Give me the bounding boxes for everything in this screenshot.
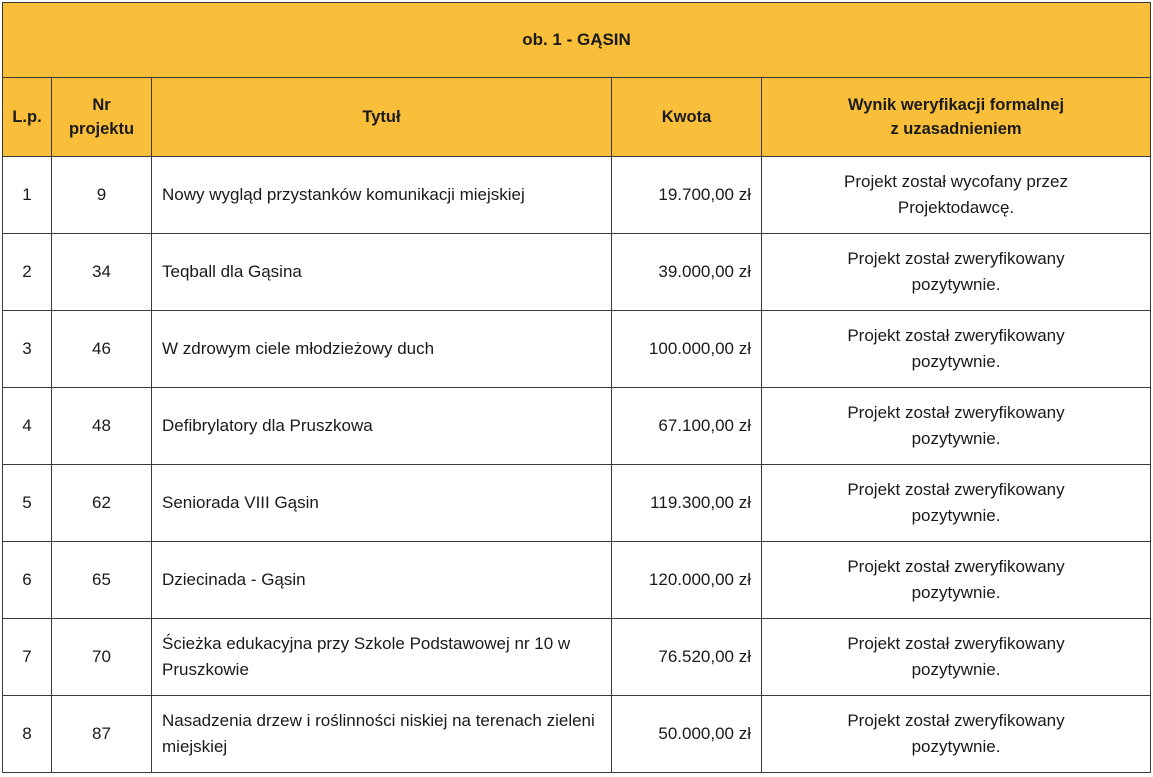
cell-nr: 9 [52,157,152,234]
cell-result [762,465,1151,542]
cell-lp: 5 [3,465,52,542]
table-row [3,465,1151,542]
table-row [3,311,1151,388]
table-row [3,388,1151,465]
cell-title: W zdrowym ciele młodzieżowy duch [152,311,612,388]
header-nr-line2: projektu [68,120,135,138]
header-nr [52,78,152,157]
cell-amount: 76.520,00 zł [612,619,762,696]
cell-title: Ścieżka edukacyjna przy Szkole Podstawowej nr 10 w Pruszkowie [152,619,612,696]
header-result-line1: Wynik weryfikacji formalnej [847,96,1065,114]
result-line2: pozytywnie. [911,660,1001,679]
cell-amount: 50.000,00 zł [612,696,762,773]
cell-lp: 8 [3,696,52,773]
cell-amount: 39.000,00 zł [612,234,762,311]
cell-nr: 48 [52,388,152,465]
table-row [3,234,1151,311]
cell-title: Dziecinada - Gąsin [152,542,612,619]
result-line2: Projektodawcę. [897,198,1015,217]
table-row [3,619,1151,696]
cell-result [762,542,1151,619]
table-title: ob. 1 - GĄSIN [3,3,1151,78]
cell-lp: 7 [3,619,52,696]
header-lp: L.p. [3,78,52,157]
result-line1: Projekt został zweryfikowany [847,403,1065,422]
result-line1: Projekt został zweryfikowany [847,326,1065,345]
header-amount: Kwota [612,78,762,157]
result-line1: Projekt został zweryfikowany [847,557,1065,576]
table-row [3,157,1151,234]
cell-lp: 6 [3,542,52,619]
table-title-row [3,3,1151,78]
cell-amount: 19.700,00 zł [612,157,762,234]
cell-result [762,157,1151,234]
cell-nr: 34 [52,234,152,311]
cell-title: Defibrylatory dla Pruszkowa [152,388,612,465]
cell-lp: 2 [3,234,52,311]
cell-result [762,234,1151,311]
result-line1: Projekt został zweryfikowany [847,711,1065,730]
cell-result [762,696,1151,773]
cell-nr: 62 [52,465,152,542]
result-line2: pozytywnie. [911,737,1001,756]
table-header-row [3,78,1151,157]
cell-amount: 119.300,00 zł [612,465,762,542]
cell-result [762,388,1151,465]
result-line2: pozytywnie. [911,352,1001,371]
cell-title: Seniorada VIII Gąsin [152,465,612,542]
cell-amount: 120.000,00 zł [612,542,762,619]
result-line2: pozytywnie. [911,506,1001,525]
result-line1: Projekt został wycofany przez [844,172,1068,191]
cell-nr: 46 [52,311,152,388]
header-result [762,78,1151,157]
cell-nr: 87 [52,696,152,773]
cell-title: Nasadzenia drzew i roślinności niskiej na terenach zieleni miejskiej [152,696,612,773]
cell-nr: 65 [52,542,152,619]
result-line2: pozytywnie. [911,275,1001,294]
cell-title: Nowy wygląd przystanków komunikacji miejskiej [152,157,612,234]
cell-lp: 4 [3,388,52,465]
table-row [3,542,1151,619]
projects-table [2,2,1151,773]
result-line1: Projekt został zweryfikowany [847,480,1065,499]
cell-amount: 100.000,00 zł [612,311,762,388]
cell-lp: 1 [3,157,52,234]
cell-nr: 70 [52,619,152,696]
header-result-line2: z uzasadnieniem [890,120,1022,138]
cell-amount: 67.100,00 zł [612,388,762,465]
result-line1: Projekt został zweryfikowany [847,634,1065,653]
cell-result [762,311,1151,388]
cell-lp: 3 [3,311,52,388]
result-line1: Projekt został zweryfikowany [847,249,1065,268]
cell-title: Teqball dla Gąsina [152,234,612,311]
header-title: Tytuł [152,78,612,157]
result-line2: pozytywnie. [911,583,1001,602]
table-row [3,696,1151,773]
cell-result [762,619,1151,696]
result-line2: pozytywnie. [911,429,1001,448]
header-nr-line1: Nr [92,96,111,114]
